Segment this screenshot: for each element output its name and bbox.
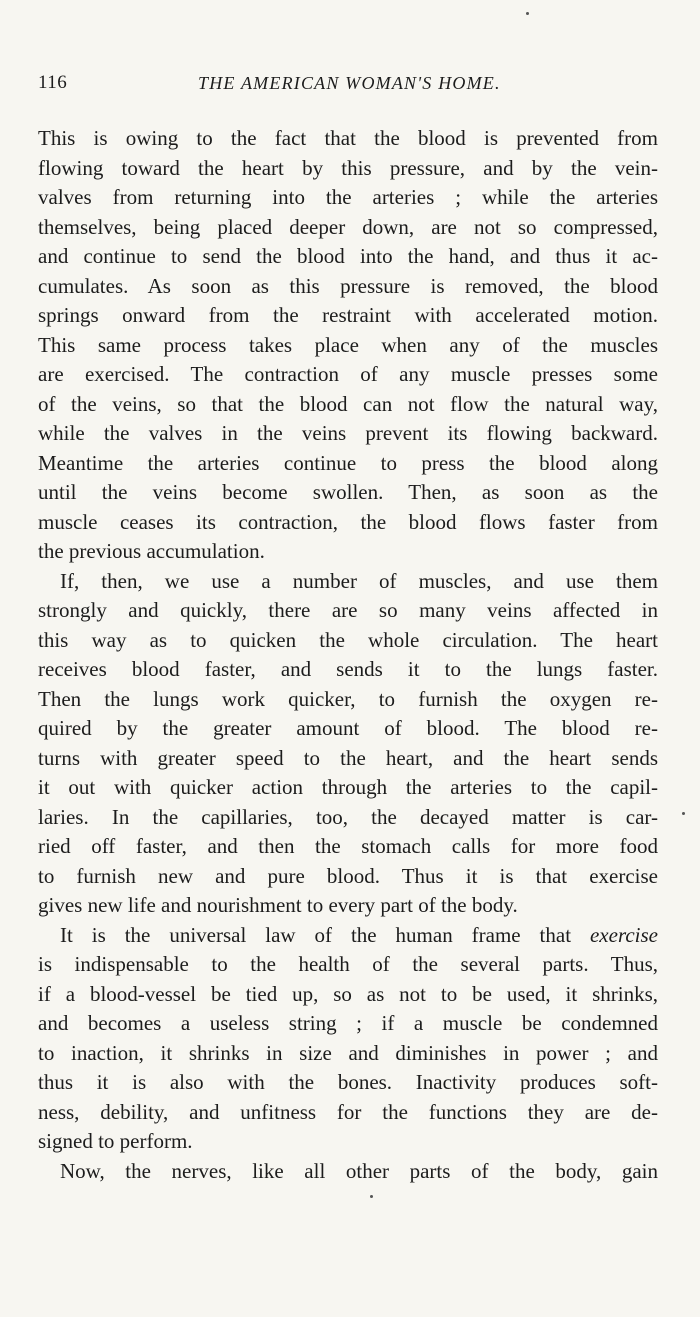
text-line: receives blood faster, and sends it to the lungs faster. [38,657,658,681]
page-number: 116 [38,72,68,93]
text-line: to inaction, it shrinks in size and diminishes in power ; and [38,1040,658,1065]
text-line: the previous accumulation. [38,539,265,563]
text-line: themselves, being placed deeper down, are not so compressed, [38,214,658,239]
paragraph-2 [38,567,658,921]
text-line: quired by the greater amount of blood. The blood re- [38,716,658,740]
book-page [38,68,658,1186]
text-line: until the veins become swollen. Then, as soon as the [38,480,658,504]
text-line: flowing toward the heart by this pressure, and by the vein- [38,155,658,180]
text-line: It is the universal law of the human frame that exercise [60,922,658,947]
text-line: laries. In the capillaries, too, the decayed matter is car- [38,804,658,829]
running-title: THE AMERICAN WOMAN'S HOME. [198,73,501,93]
paragraph-3 [38,921,658,1157]
text-line: if a blood-vessel be tied up, so as not to be used, it shrinks, [38,981,658,1006]
body-text [38,124,658,1186]
text-line: is indispensable to the health of the several parts. Thus, [38,952,658,976]
text-line: Meantime the arteries continue to press the blood along [38,450,658,475]
text-line: If, then, we use a number of muscles, and use them [60,568,658,593]
print-speck [526,12,529,15]
text-line: springs onward from the restraint with accelerated motion. [38,303,658,327]
text-line: are exercised. The contraction of any muscle presses some [38,362,658,386]
text-line: and becomes a useless string ; if a muscle be condemned [38,1011,658,1035]
paragraph-4 [38,1157,658,1187]
text-line: signed to perform. [38,1129,193,1153]
text-line: gives new life and nourishment to every part of the body. [38,893,518,917]
text-line: This same process takes place when any of the muscles [38,332,658,357]
text-line: it out with quicker action through the arteries to the capil- [38,775,658,799]
text-line: of the veins, so that the blood can not flow the natural way, [38,391,658,416]
text-line: turns with greater speed to the heart, and the heart sends [38,745,658,770]
text-line: this way as to quicken the whole circulation. The heart [38,627,658,652]
text-line: Now, the nerves, like all other parts of the body, gain [60,1158,658,1183]
text-line: while the valves in the veins prevent its flowing backward. [38,421,658,445]
text-line: valves from returning into the arteries ; while the arteries [38,185,658,209]
text-line: muscle ceases its contraction, the blood flows faster from [38,509,658,534]
text-line: cumulates. As soon as this pressure is removed, the blood [38,273,658,298]
print-speck [370,1195,373,1198]
text-line: Then the lungs work quicker, to furnish the oxygen re- [38,686,658,711]
text-line: thus it is also with the bones. Inactivity produces soft- [38,1070,658,1094]
text-line: and continue to send the blood into the hand, and thus it ac- [38,244,658,268]
paragraph-1 [38,124,658,567]
text-line: strongly and quickly, there are so many veins affected in [38,598,658,622]
text-line: to furnish new and pure blood. Thus it is that exercise [38,863,658,888]
running-head [38,68,658,98]
print-speck [682,812,685,815]
text-line: This is owing to the fact that the blood is prevented from [38,126,658,150]
emphasis: exercise [589,922,658,947]
text-line: ness, debility, and unfitness for the functions they are de- [38,1099,658,1124]
text-line: ried off faster, and then the stomach calls for more food [38,834,658,858]
